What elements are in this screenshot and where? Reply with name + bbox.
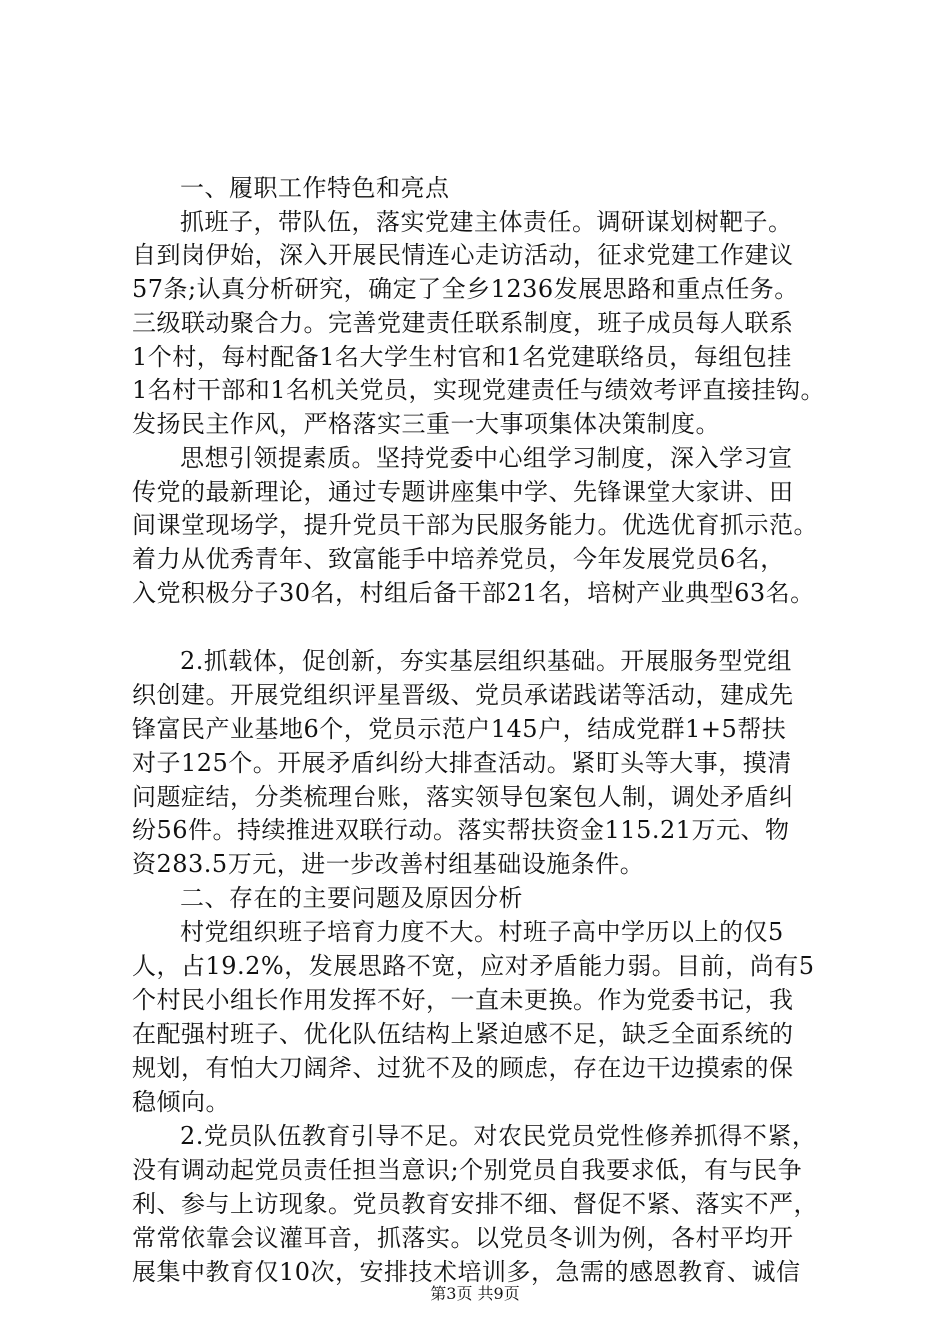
paragraph-line: 自到岗伊始，深入开展民情连心走访活动，征求党建工作建议 bbox=[132, 241, 794, 269]
paragraph-line: 1名村干部和1名机关党员，实现党建责任与绩效考评直接挂钩。 bbox=[132, 376, 826, 404]
paragraph-line: 问题症结，分类梳理台账，落实领导包案包人制，调处矛盾纠 bbox=[132, 783, 794, 811]
paragraph-line: 对子125个。开展矛盾纠纷大排查活动。紧盯头等大事，摸清 bbox=[132, 749, 792, 777]
paragraph-line: 没有调动起党员责任担当意识;个别党员自我要求低，有与民争 bbox=[132, 1156, 803, 1184]
paragraph-line: 规划，有怕大刀阔斧、过犹不及的顾虑，存在边干边摸索的保 bbox=[132, 1054, 794, 1082]
paragraph-line: 在配强村班子、优化队伍结构上紧迫感不足，缺乏全面系统的 bbox=[132, 1020, 794, 1048]
paragraph-line: 思想引领提素质。坚持党委中心组学习制度，深入学习宣 bbox=[180, 444, 793, 472]
paragraph-line: 着力从优秀青年、致富能手中培养党员，今年发展党员6名， bbox=[132, 545, 785, 573]
paragraph-line: 2.抓载体，促创新，夯实基层组织基础。开展服务型党组 bbox=[180, 647, 792, 675]
page-number-footer: 第3页 共9页 bbox=[430, 1284, 520, 1303]
section-heading-2: 二、存在的主要问题及原因分析 bbox=[180, 884, 523, 912]
paragraph-line: 三级联动聚合力。完善党建责任联系制度，班子成员每人联系 bbox=[132, 309, 794, 337]
paragraph-line: 利、参与上访现象。党员教育安排不细、督促不紧、落实不严， bbox=[132, 1190, 818, 1218]
paragraph-line: 入党积极分子30名，村组后备干部21名，培树产业典型63名。 bbox=[132, 579, 815, 607]
section-heading-1: 一、履职工作特色和亮点 bbox=[180, 174, 450, 202]
paragraph-line: 间课堂现场学，提升党员干部为民服务能力。优选优育抓示范。 bbox=[132, 511, 818, 539]
paragraph-line: 织创建。开展党组织评星晋级、党员承诺践诺等活动，建成先 bbox=[132, 681, 794, 709]
paragraph-line: 1个村，每村配备1名大学生村官和1名党建联络员，每组包挂 bbox=[132, 343, 792, 371]
paragraph-line: 57条;认真分析研究，确定了全乡1236发展思路和重点任务。 bbox=[132, 275, 799, 303]
paragraph-line: 2.党员队伍教育引导不足。对农民党员党性修养抓得不紧， bbox=[180, 1122, 817, 1150]
paragraph-line: 人，占19.2%，发展思路不宽，应对矛盾能力弱。目前，尚有5 bbox=[132, 952, 815, 980]
paragraph-line: 展集中教育仅10次，安排技术培训多，急需的感恩教育、诚信 bbox=[132, 1258, 801, 1286]
paragraph-line: 发扬民主作风，严格落实三重一大事项集体决策制度。 bbox=[132, 410, 720, 438]
paragraph-line: 稳倾向。 bbox=[132, 1088, 230, 1116]
paragraph-line: 传党的最新理论，通过专题讲座集中学、先锋课堂大家讲、田 bbox=[132, 478, 794, 506]
paragraph-line: 资283.5万元，进一步改善村组基础设施条件。 bbox=[132, 850, 645, 878]
paragraph-line: 个村民小组长作用发挥不好，一直未更换。作为党委书记，我 bbox=[132, 986, 794, 1014]
paragraph-line: 锋富民产业基地6个，党员示范户145户，结成党群1+5帮扶 bbox=[132, 715, 787, 743]
paragraph-line: 村党组织班子培育力度不大。村班子高中学历以上的仅5 bbox=[180, 918, 784, 946]
paragraph-line: 常常依靠会议灌耳音，抓落实。以党员冬训为例，各村平均开 bbox=[132, 1224, 794, 1252]
paragraph-line: 纷56件。持续推进双联行动。落实帮扶资金115.21万元、物 bbox=[132, 816, 790, 844]
paragraph-line: 抓班子，带队伍，落实党建主体责任。调研谋划树靶子。 bbox=[180, 208, 793, 236]
